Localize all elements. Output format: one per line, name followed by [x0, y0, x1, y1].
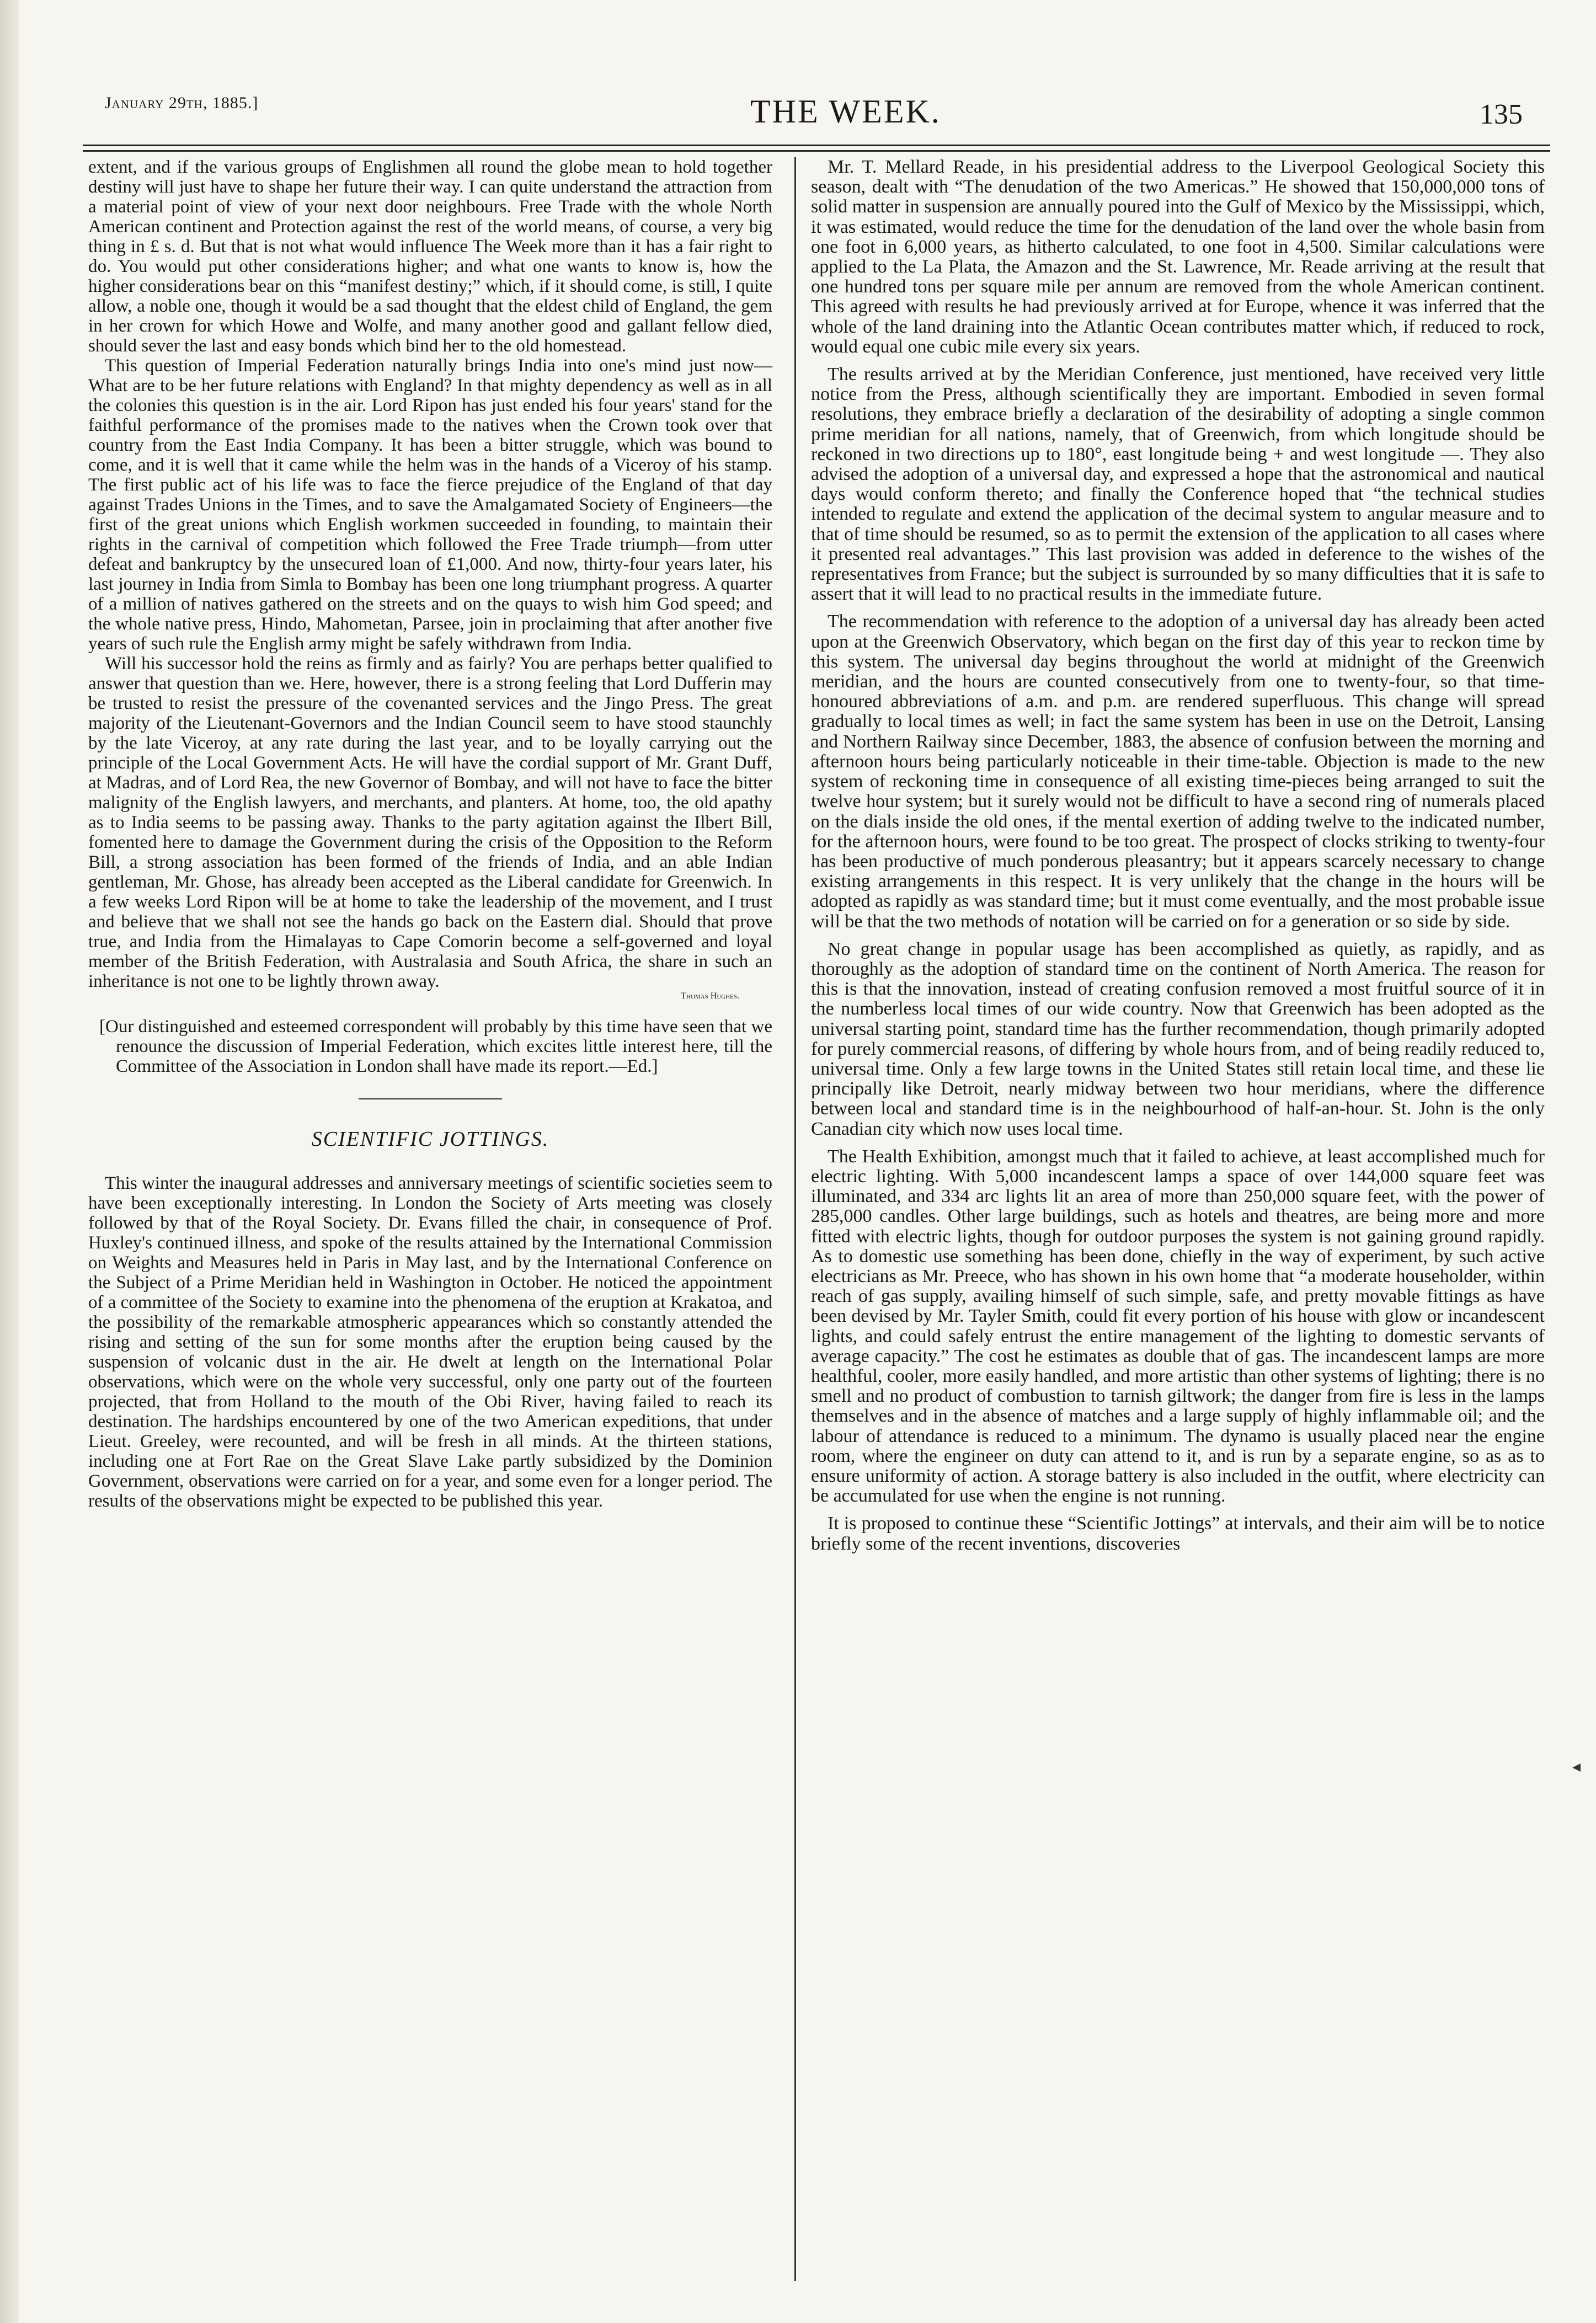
publication-title: THE WEEK.: [750, 93, 941, 130]
article-paragraph: This winter the inaugural addresses and anniversary meetings of scientific societies seem to have been exceptionally interesting. In London the Society of Arts meeting was closely followed by that of the Royal Society. Dr. Evans filled the chair, in consequence of Prof. Huxley's continued illness, and spoke of the results attained by the International Commission on Weights and Measures held in Paris in May last, and by the International Conference on the Subject of a Prime Meridian held in Washington in October. He noticed the appointment of a committee of the Society to examine into the phenomena of the eruption at Krakatoa, and the possibility of the remarkable atmospheric appearances which so constantly attended the rising and setting of the sun for some months after the eruption being caused by the suspension of volcanic dust in the air. He dwelt at length on the International Polar observations, which were on the whole very successful, only one party out of the fourteen projected, that from Holland to the mouth of the Obi River, having failed to reach its destination. The hardships encountered by one of the two American expeditions, that under Lieut. Greeley, were recounted, and will be fresh in all minds. At the thirteen stations, including one at Fort Rae on the Great Slave Lake partly subsidized by the Dominion Government, observations were carried on for a year, and some even for a longer period. The results of the observations might be expected to be published this year.: [88, 1173, 772, 1511]
article-paragraph: No great change in popular usage has been accomplished as quietly, as rapidly, and as thoroughly as the adoption of standard time on the continent of North America. The reason for this is that the innovation, instead of creating confusion removed a most fruitful source of it in the numberless local times of our wide country. Now that Greenwich has been adopted as the universal starting point, standard time has the further recommendation, though primarily adopted for purely commercial reasons, of differing by whole hours from, and of being readily reduced to, universal time. Only a few large towns in the United States still retain local time, and these lie principally like Detroit, nearly midway between two hour meridians, where the difference between local and standard time is in the neighbourhood of half-an-hour. St. John is the only Canadian city which now uses local time.: [811, 938, 1545, 1139]
editor-note: [Our distinguished and esteemed correspondent will probably by this time have seen that we renounce the discussion of Imperial Federation, which excites little interest here, till the Committee of the Association in London shall have made its report.—Ed.]: [99, 1017, 772, 1076]
article-paragraph: The results arrived at by the Meridian Conference, just mentioned, have received very little notice from the Press, although scientifically they are important. Embodied in seven formal resolutions, they embrace briefly a declaration of the desirability of adopting a single common prime meridian for all nations, namely, that of Greenwich, from which longitude should be reckoned in two directions up to 180°, east longitude being + and west longitude —. They also advised the adoption of a universal day, and expressed a hope that the astronomical and nautical days would conform thereto; and finally the Conference hoped that “the technical studies intended to regulate and extend the application of the decimal system to angular measure and to that of time should be resumed, so as to permit the extension of the application to all cases where it presented real advantages.” This last provision was added in deference to the wishes of the representatives from France; but the subject is surrounded by so many difficulties that it is safe to assert that it will lead to no practical results in the immediate future.: [811, 364, 1545, 605]
article-paragraph: It is proposed to continue these “Scientific Jottings” at intervals, and their aim will be to notice briefly some of the recent inventions, discoveries: [811, 1513, 1545, 1554]
article-paragraph: The recommendation with reference to the adoption of a universal day has already been acted upon at the Greenwich Observatory, which began on the first day of this year to reckon time by this system. The universal day begins throughout the world at midnight of the Greenwich meridian, and the hours are counted consecutively from one to twenty-four, so that time-honoured abbreviations of a.m. and p.m. are rendered superfluous. This change will spread gradually to local times as well; in fact the same system has been in use on the Detroit, Lansing and Northern Railway since December, 1883, the absence of confusion between the morning and afternoon hours being particularly noticeable in their time-table. Objection is made to the new system of reckoning time in consequence of all existing time-pieces being arranged to suit the twelve hour system; but it surely would not be difficult to have a second ring of numerals placed on the dials inside the old ones, if the mental exertion of adding twelve to the indicated number, for the afternoon hours, were found to be too great. The prospect of clocks striking to twenty-four has been productive of much ponderous pleasantry; but it appears scarcely necessary to change existing arrangements in this respect. It is very unlikely that the change in the hours will be adopted as rapidly as was standard time; but it must come eventually, and the most probable issue will be that the two methods of notation will be carried on for a generation or so side by side.: [811, 611, 1545, 932]
header-rule-top: [83, 145, 1550, 146]
article-paragraph: extent, and if the various groups of Englishmen all round the globe mean to hold together destiny will just have to shape her future their way. I can quite understand the attraction from a material point of view of your next door neighbours. Free Trade with the whole North American continent and Protection against the rest of the world means, of course, a very big thing in £ s. d. But that is not what would influence The Week more than it has a fair right to do. You would put other considerations higher; and what one wants to know is, how the higher considerations bear on this “manifest destiny;” which, if it should come, is still, I quite allow, a noble one, though it would be a sad thought that the eldest child of England, the gem in her crown for which Howe and Wolfe, and many another good and gallant fellow died, should sever the last and easy bonds which bind her to the old homestead.: [88, 157, 772, 356]
article-paragraph: The Health Exhibition, amongst much that it failed to achieve, at least accomplished much for electric lighting. With 5,000 incandescent lamps a space of over 144,000 square feet was illuminated, and 334 arc lights lit an area of more than 250,000 square feet, with the power of 285,000 candles. Other large buildings, such as hotels and theatres, are being more and more fitted with electric lights, though for outdoor purposes the system is not gaining ground rapidly. As to domestic use something has been done, chiefly in the way of experiment, by such active electricians as Mr. Preece, who has shown in his own home that “a moderate householder, within reach of gas supply, availing himself of such simple, safe, and pretty movable fittings as have been devised by Mr. Tayler Smith, could fit every portion of his house with glow or incandescent lights, and could safely entrust the entire management of the lighting to domestic servants of average capacity.” The cost he estimates as double that of gas. The incandescent lamps are more healthful, cooler, more easily handled, and more artistic than other systems of lighting; there is no smell and no product of combustion to tarnish giltwork; the danger from fire is less in the lamps themselves and in the absence of matches and a large supply of highly inflammable oil; and the labour of attendance is reduced to a minimum. The dynamo is usually placed near the engine room, where the engineer on duty can attend to it, and is run by a separate engine, so as as to ensure uniformity of action. A storage battery is also included in the outfit, where electricity can be accumulated for use when the engine is not running.: [811, 1146, 1545, 1507]
scan-edge: [0, 0, 19, 2323]
margin-mark: ◂: [1572, 1758, 1581, 1776]
article-paragraph: Will his successor hold the reins as firmly and as fairly? You are perhaps better qualified to answer that question than we. Here, however, there is a strong feeling that Lord Dufferin may be trusted to resist the pressure of the covenanted services and the Jingo Press. The great majority of the Lieutenant-Governors and the Indian Council seem to have stood staunchly by the late Viceroy, at any rate during the last year, and to be loyally carrying out the principle of the Local Government Acts. He will have the cordial support of Mr. Grant Duff, at Madras, and of Lord Rea, the new Governor of Bombay, and will not have to face the bitter malignity of the English lawyers, and merchants, and planters. At home, too, the old apathy as to India seems to be passing away. Thanks to the party agitation against the Ilbert Bill, fomented here to damage the Government during the crisis of the Opposition to the Reform Bill, a strong association has been formed of the friends of India, and an able Indian gentleman, Mr. Ghose, has already been accepted as the Liberal candidate for Greenwich. In a few weeks Lord Ripon will be at home to take the leadership of the movement, and I trust and believe that we shall not see the hands go back on the Eastern dial. Should that prove true, and India from the Himalayas to Cape Comorin become a self-governed and loyal member of the British Federation, with Australasia and South Africa, the share in such an inheritance is not one to be lightly thrown away.: [88, 654, 772, 991]
masthead: [83, 83, 1539, 154]
signature-line: [88, 991, 772, 1001]
article-paragraph: This question of Imperial Federation naturally brings India into one's mind just now—What are to be her future relations with England? In that mighty dependency as well as in all the colonies this question is in the air. Lord Ripon has just ended his four years' stand for the faithful performance of the promises made to the natives when the Crown took over that country from the East India Company. It has been a bitter struggle, which was bound to come, and it is well that it came while the helm was in the hands of a Viceroy of his stamp. The first public act of his life was to face the fierce prejudice of the England of that day against Trades Unions in the Times, and to save the Amalgamated Society of Engineers—the first of the great unions which English workmen succeeded in founding, to maintain their rights in the carnival of competition which followed the Free Trade triumph—from utter defeat and bankruptcy by the unsecured loan of £1,000. And now, thirty-four years later, his last journey in India from Simla to Bombay has been one long triumphant progress. A quarter of a million of natives gathered on the streets and on the quays to wish him God speed; and the whole native press, Hindo, Mahometan, Parsee, join in proclaiming that after another five years of such rule the English army might be safely withdrawn from India.: [88, 356, 772, 654]
section-heading: SCIENTIFIC JOTTINGS.: [311, 1128, 549, 1151]
author-signature: Thomas Hughes.: [681, 991, 739, 1001]
right-column: [811, 157, 1545, 1562]
issue-date: January 29th, 1885.]: [105, 94, 259, 112]
left-column: [88, 157, 772, 1511]
page-number: 135: [1480, 99, 1523, 130]
header-rule-bottom: [83, 150, 1550, 152]
section-rule: [359, 1098, 502, 1099]
article-paragraph: Mr. T. Mellard Reade, in his presidential address to the Liverpool Geological Society this season, dealt with “The denudation of the two Americas.” He showed that 150,000,000 tons of solid matter in suspension are annually poured into the Gulf of Mexico by the Mississippi, which, it was estimated, would reduce the time for the denudation of the land over the whole basin from one foot in 6,000 years, as hitherto calculated, to one foot in 4,500. Similar calculations were applied to the La Plata, the Amazon and the St. Lawrence, Mr. Reade arriving at the result that one hundred tons per square mile per annum are removed from the whole American continent. This agreed with results he had previously arrived at for Europe, whence it was inferred that the whole of the land draining into the Atlantic Ocean contributes matter which, if reduced to rock, would equal one cubic mile every six years.: [811, 157, 1545, 357]
column-divider: [794, 157, 796, 2281]
